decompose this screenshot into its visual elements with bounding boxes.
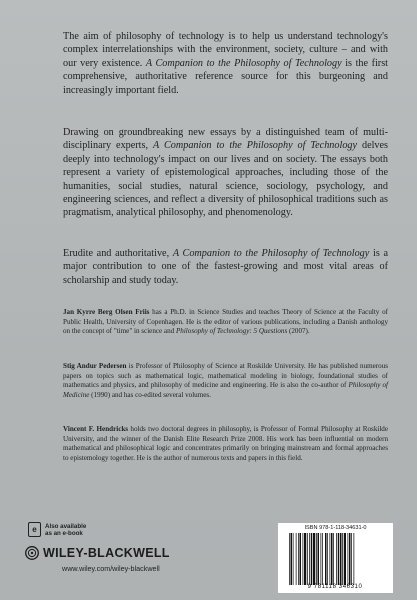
ebook-line-2: as an e-book xyxy=(45,529,83,537)
book-title: A Companion to the Philosophy of Technology xyxy=(145,57,342,69)
ebook-notice xyxy=(28,522,86,537)
author-name: Vincent F. Hendricks xyxy=(63,425,129,433)
blurb-text: The aim of philosophy of technology is to help us understand technology's complex interrelationships with the environment, society, culture – and with our very existence. xyxy=(63,31,388,69)
bio-text: holds two doctoral degrees in philosophy, is Professor of Formal Philosophy at Roskilde University, and the winner of the Danish Elite Research Prize 2008. His work has been influential on modern mathematical and philosophical logic and concentrates primarily on bringing mainstream and formal approaches to epistemology together. He is the author of numerous texts and papers in this field. xyxy=(63,425,389,463)
blurb-text: delves deeply into technology's impact on our lives and on society. The essays both represent a variety of epistemological approaches, including those of the humanities, social studies, natural science, sociology, psychology, and engineering sciences, and reflect a diversity of philosophical traditions such as pragmatism, analytical philosophy, and phenomenology. xyxy=(63,140,389,219)
wiley-logo-icon xyxy=(25,546,39,560)
book-title: Philosophy of Medicine xyxy=(63,381,388,400)
ebook-line-1: Also available xyxy=(45,522,87,530)
publisher-name: WILEY-BLACKWELL xyxy=(43,546,170,560)
author-bio-3 xyxy=(63,425,388,464)
book-title: A Companion to the Philosophy of Technology xyxy=(152,140,358,152)
ebook-icon: e xyxy=(28,522,41,537)
barcode-digits: 9 781118 346310 xyxy=(307,584,363,590)
bio-text: is Professor of Philosophy of Science at Roskilde University. He has published numerous papers on topics such as mathematical logic, mathematical modeling in biology, foundational studies of mathematics and physics, and philosophy of medicine and engineering. He is also the co-author of xyxy=(63,362,388,390)
barcode-panel xyxy=(278,523,393,593)
blurb-paragraph-3 xyxy=(63,247,388,287)
author-bio-1 xyxy=(63,308,388,337)
author-name: Stig Andur Pedersen xyxy=(63,362,127,370)
bio-text: has a Ph.D. in Science Studies and teaches Theory of Science at the Faculty of Public Health, University of Copenhagen. He is the editor of various publications, including a Danish anthology on the concept of "time" in science and xyxy=(63,308,388,336)
blurb-paragraph-2 xyxy=(63,126,388,220)
author-name: Jan Kyrre Berg Olsen Friis xyxy=(63,308,150,316)
bio-text: (2007). xyxy=(287,327,310,336)
isbn-label: ISBN 978-1-118-34631-0 xyxy=(304,525,367,531)
author-bio-2 xyxy=(63,362,388,401)
bio-text: (1990) and has co-edited several volumes. xyxy=(89,391,211,400)
book-title: A Companion to the Philosophy of Technology xyxy=(172,248,370,259)
barcode xyxy=(287,533,377,585)
book-title: Philosophy of Technology: 5 Questions xyxy=(175,327,288,336)
publisher-logo xyxy=(25,546,170,560)
blurb-text: Erudite and authoritative, xyxy=(63,248,173,259)
publisher-url[interactable]: www.wiley.com/wiley-blackwell xyxy=(62,564,160,573)
blurb-text: Drawing on groundbreaking new essays by a distinguished team of multi-disciplinary experts, xyxy=(63,127,388,152)
blurb-text: is the first comprehensive, authoritative reference source for this burgeoning and increasingly important field. xyxy=(63,57,388,96)
blurb-paragraph-1 xyxy=(63,30,388,97)
blurb-text: is a major contribution to one of the fastest-growing and most vital areas of scholarship and study today. xyxy=(63,248,388,286)
